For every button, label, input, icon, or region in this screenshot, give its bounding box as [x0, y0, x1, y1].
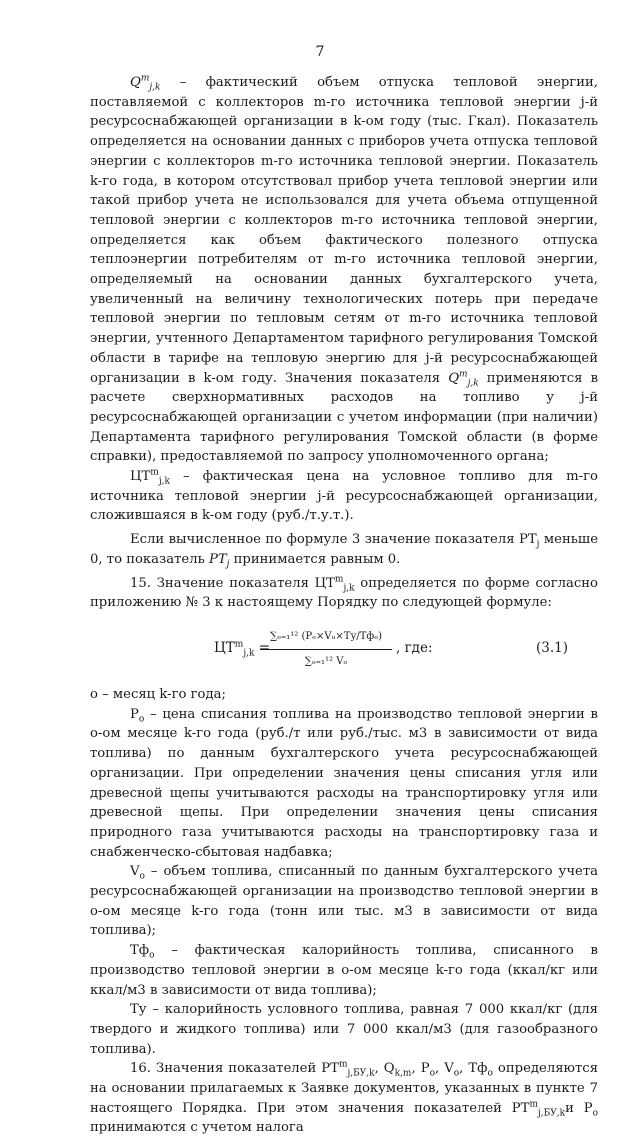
paragraph-pt-condition: Если вычисленное по формуле 3 значение показателя $РТ_j$ меньше 0, то показатель $PT_j$ принимается равным 0. — [90, 532, 598, 570]
page-number: 7 — [315, 44, 325, 60]
symbol-q-inline: $Q^m_{j,k}$ — [448, 369, 479, 389]
formula-lhs: $ЦТ^m_{j,k}$ = — [214, 639, 271, 659]
definition-tu: Ту – калорийность условного топлива, равная 7 000 ккал/кг (для твердого и жидкого топлива) или 7 000 ккал/м3 (для газообразного топлива). — [90, 1002, 598, 1057]
symbol-ct-15: $ЦТ^m_{j,k}$ — [314, 574, 355, 594]
formula-number: (3.1) — [536, 639, 569, 656]
definition-tf: $Тф_o$ – фактическая калорийность топлива, списанного в производство тепловой энергии в о-ом месяце k-го года (ккал/кг или ккал/м3 в зависимости от вида топлива); — [90, 943, 598, 998]
symbol-q: $Q^m_{j,k}$ — [130, 73, 161, 93]
formula-where: , где: — [396, 639, 433, 656]
formula-numerator: ∑ₒ₌₁¹² (Pₒ×Vₒ×Ту/Тфₒ) — [260, 627, 392, 650]
formula-fraction — [260, 627, 392, 671]
paragraph-ct-definition: $ЦТ^m_{j,k}$ – фактическая цена на условное топливо для m-го источника тепловой энергии j-й ресурсоснабжающей организации, сложившаяся в k-ом году (руб./т.у.т.). — [90, 467, 598, 524]
document-body — [90, 73, 598, 1138]
symbol-ct: $ЦТ^m_{j,k}$ — [130, 467, 170, 487]
paragraph-item-15: 15. Значение показателя $ЦТ^m_{j,k}$ определяется по форме согласно приложению № 3 к настоящему Порядку по следующей формуле: — [90, 574, 598, 611]
definition-p: $P_o$ – цена списания топлива на производство тепловой энергии в о-ом месяце k-го года (руб./т или руб./тыс. м3 в зависимости от вида топлива) по данным бухгалтерского учета ресурсоснабжающей организации. При определении значения цены списания угля или древесной щепы учитываются расходы на транспортировку угля или древесной щепы. При определении значения цены списания природного газа учитываются расходы на транспортировку газа и снабженческо-сбытовая надбавка; — [90, 706, 598, 860]
definition-v: $V_o$ – объем топлива, списанный по данным бухгалтерского учета ресурсоснабжающей организации на производство тепловой энергии в о-ом месяце k-го года (тонн или тыс. м3 в зависимости от вида топлива); — [90, 864, 598, 939]
paragraph-q-definition: $Q^m_{j,k}$ – фактический объем отпуска тепловой энергии, поставляемой с коллекторов m-го источника тепловой энергии j-й ресурсоснабжающей организации в k-ом году (тыс. Гкал). Показатель определяется на основании данных с приборов учета отпуска тепловой энергии с коллекторов m-го источника тепловой энергии. Показатель k-го года, в котором отсутствовал прибор учета тепловой энергии или такой прибор учета не использовался для учета объема отпущенной тепловой энергии с коллекторов m-го источника тепловой энергии, определяется как объем фактического полезного отпуска теплоэнергии потребителям от m-го источника тепловой энергии, определяемый на основании данных бухгалтерского учета, увеличенный на величину технологических потерь при передаче тепловой энергии по тепловым сетям от m-го источника тепловой энергии, учтенного Департаментом тарифного регулирования Томской области в тарифе на тепловую энергию для j-й ресурсоснабжающей организации в k-ом году. Значения показателя $Q^m_{j,k}$ применяются в расчете сверхнормативных расходов на топливо у j-й ресурсоснабжающей организации с учетом информации (при наличии) Департамента тарифного регулирования Томской области (в форме справки), предоставляемой по запросу уполномоченного органа; — [90, 73, 598, 465]
paragraph-item-16: 16. Значения показателей $РТ^m_{j,БУ,k}$, $Q_{k,m}$, $P_o$, $V_o$, $Тф_o$ определяются на основании прилагаемых к Заявке документов, указанных в пункте 7 настоящего Порядка. При этом значения показателей $РТ^m_{j,БУ,k}и$ $P_o$ принимаются с учетом налога — [90, 1059, 599, 1136]
definition-o: o – месяц k-го года; — [90, 686, 226, 702]
formula-denominator: ∑ₒ₌₁¹² Vₒ — [304, 655, 348, 667]
formula-3-1 — [90, 623, 598, 677]
